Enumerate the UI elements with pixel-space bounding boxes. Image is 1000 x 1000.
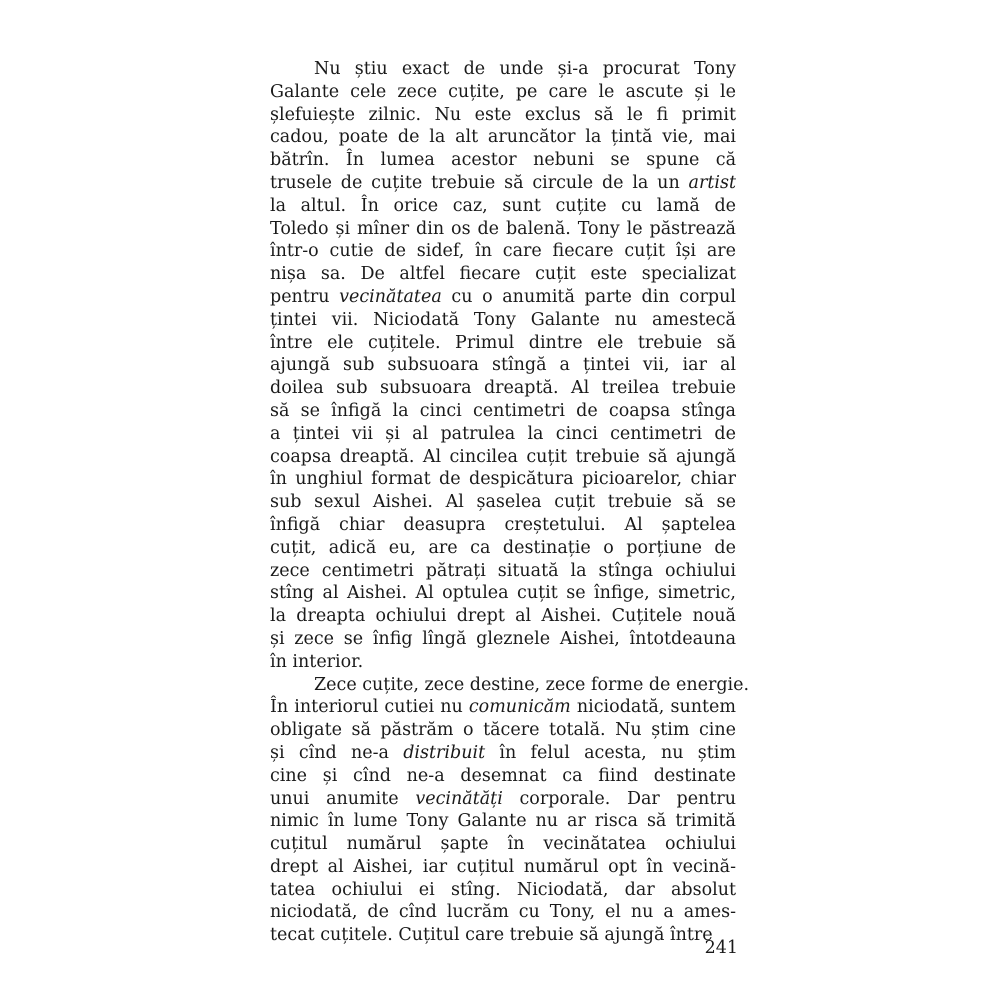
text-line: tatea ochiului ei stîng. Niciodată, dar absolut (270, 879, 736, 900)
italic-word: distribuit (403, 742, 486, 763)
text-line: drept al Aishei, iar cuțitul numărul opt în vecină- (270, 856, 736, 877)
text-line: și cînd ne-a distribuit în felul acesta, nu știm (270, 742, 736, 763)
text-line: ajungă sub subsuoara stîngă a țintei vii, iar al (270, 355, 736, 376)
italic-word: artist (688, 172, 736, 193)
text-line: cadou, poate de la alt aruncător la țintă vie, mai (270, 127, 736, 148)
text-line: între ele cuțitele. Primul dintre ele trebuie să (270, 332, 736, 353)
text-line: cuțitul numărul șapte în vecinătatea ochiului (270, 834, 736, 855)
text-line: sub sexul Aishei. Al șaselea cuțit trebuie să se (270, 492, 736, 513)
paragraph-1 (270, 58, 736, 674)
text-line: cuțit, adică eu, are ca destinație o porțiune de (270, 537, 736, 558)
text-line: tecat cuțitele. Cuțitul care trebuie să ajungă între (270, 925, 713, 946)
text-line: pentru vecinătatea cu o anumită parte din corpul (270, 286, 736, 307)
text-line: coapsa dreaptă. Al cincilea cuțit trebuie să ajungă (270, 446, 736, 467)
body-text (270, 58, 750, 947)
text-line: trusele de cuțite trebuie să circule de la un artist (270, 172, 736, 193)
text-line: șlefuiește zilnic. Nu este exclus să le fi primit (270, 104, 736, 125)
text-line: țintei vii. Niciodată Tony Galante nu amestecă (270, 309, 736, 330)
text-line: înfigă chiar deasupra creștetului. Al șaptelea (270, 514, 736, 535)
text-line: nimic în lume Tony Galante nu ar risca să trimită (270, 811, 736, 832)
text-line: niciodată, de cînd lucrăm cu Tony, el nu a ames- (270, 902, 736, 923)
text-line: obligate să păstrăm o tăcere totală. Nu știm cine (270, 720, 736, 741)
text-line: a țintei vii și al patrulea la cinci centimetri de (270, 423, 736, 444)
text-line: Toledo și mîner din os de balenă. Tony le păstrează (270, 218, 736, 239)
text-line: nișa sa. De altfel fiecare cuțit este specializat (270, 264, 736, 285)
text-line: în unghiul format de despicătura picioarelor, chiar (270, 469, 736, 490)
text-line: într-o cutie de sidef, în care fiecare cuțit își are (270, 241, 736, 262)
text-line: cine și cînd ne-a desemnat ca fiind destinate (270, 765, 736, 786)
text-line: să se înfigă la cinci centimetri de coapsa stînga (270, 400, 736, 421)
text-line: Nu știu exact de unde și-a procurat Tony (314, 59, 736, 79)
italic-word: comunicăm (468, 697, 571, 718)
italic-word: vecinătăți (415, 788, 503, 809)
text-line: zece centimetri pătrați situată la stînga ochiului (270, 560, 736, 581)
text-line: Galante cele zece cuțite, pe care le ascute și le (270, 81, 736, 102)
text-line: unui anumite vecinătăți corporale. Dar pentru (270, 788, 736, 809)
text-line: În interiorul cutiei nu comunicăm niciodată, suntem (270, 697, 736, 718)
text-line: Zece cuțite, zece destine, zece forme de energie. (314, 674, 750, 695)
text-line: bătrîn. În lumea acestor nebuni se spune că (270, 150, 736, 171)
text-line: stîng al Aishei. Al optulea cuțit se înfige, simetric, (270, 583, 736, 604)
text-line: și zece se înfig lîngă gleznele Aishei, întotdeauna (270, 628, 736, 649)
text-line: doilea sub subsuoara dreaptă. Al treilea trebuie (270, 378, 736, 399)
text-line: la altul. În orice caz, sunt cuțite cu lamă de (270, 195, 736, 216)
text-line: în interior. (270, 651, 364, 672)
text-line: la dreapta ochiului drept al Aishei. Cuțitele nouă (270, 606, 736, 627)
italic-word: vecinătatea (339, 286, 442, 307)
page-number: 241 (704, 938, 738, 958)
